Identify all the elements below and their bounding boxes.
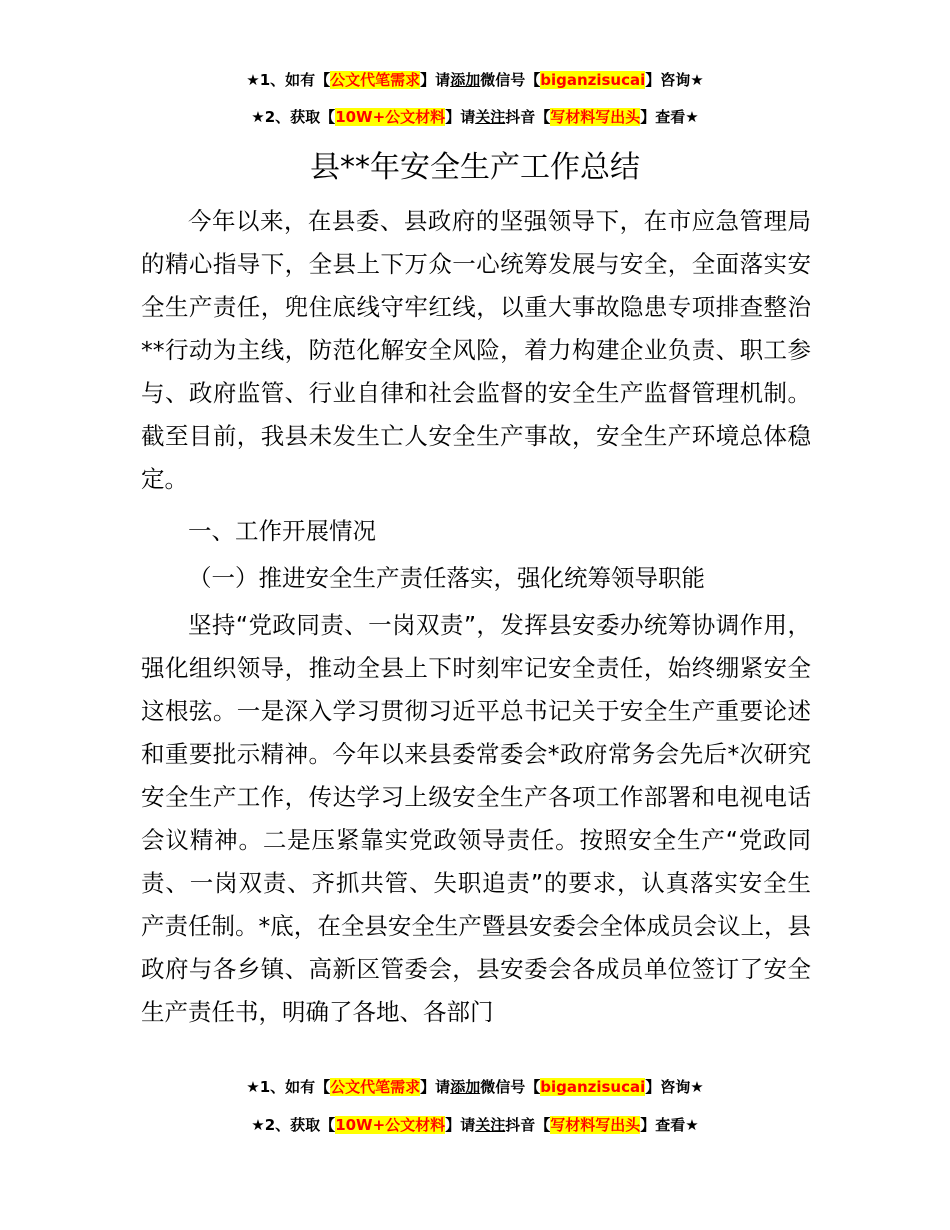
top-promo-line-1: ★1、如有【公文代笔需求】请添加微信号【biganzisucai】咨询★ (246, 71, 704, 89)
highlight-wechat-id: biganzisucai (540, 1078, 646, 1096)
highlight-ghostwriting: 公文代笔需求 (330, 1078, 421, 1096)
bottom-promo-line-2: ★2、获取【10W+公文材料】请关注抖音【写材料写出头】查看★ (251, 1116, 699, 1134)
paragraph-2: 坚持“党政同责、一岗双责”，发挥县安委办统筹协调作用，强化组织领导，推动全县上下时刻牢记安全责任，始终绷紧安全这根弦。一是深入学习贯彻习近平总书记关于安全生产重要论述和重要批示精神。今年以来县委常委会*政府常务会先后*次研究安全生产工作，传达学习上级安全生产各项工作部署和电视电话会议精神。二是压紧靠实党政领导责任。按照安全生产“党政同责、一岗双责、齐抓共管、失职追责”的要求，认真落实安全生产责任制。*底，在全县安全生产暨县安委会全体成员会议上，县政府与各乡镇、高新区管委会，县安委会各成员单位签订了安全生产责任书，明确了各地、各部门 (141, 611, 811, 1026)
star-icon: ★ (251, 108, 265, 126)
star-icon: ★ (246, 71, 260, 89)
highlight-materials: 10W+公文材料 (335, 108, 446, 126)
highlight-ghostwriting: 公文代笔需求 (330, 71, 421, 89)
highlight-douyin: 写材料写出头 (550, 108, 641, 126)
highlight-wechat-id: biganzisucai (540, 71, 646, 89)
document-title: 县**年安全生产工作总结 (310, 150, 640, 185)
star-icon: ★ (246, 1078, 260, 1096)
section-heading-1: 一、工作开展情况 (188, 517, 376, 545)
bottom-promo-line-1: ★1、如有【公文代笔需求】请添加微信号【biganzisucai】咨询★ (246, 1078, 704, 1096)
highlight-materials: 10W+公文材料 (335, 1116, 446, 1134)
star-icon: ★ (251, 1116, 265, 1134)
intro-paragraph: 今年以来，在县委、县政府的坚强领导下，在市应急管理局的精心指导下，全县上下万众一心统筹发展与安全，全面落实安全生产责任，兜住底线守牢红线，以重大事故隐患专项排查整治**行动为主线，防范化解安全风险，着力构建企业负责、职工参与、政府监管、行业自律和社会监督的安全生产监督管理机制。截至目前，我县未发生亡人安全生产事故，安全生产环境总体稳定。 (141, 207, 811, 493)
document-body (141, 200, 811, 1034)
subsection-heading-1: （一）推进安全生产责任落实，强化统筹领导职能 (188, 564, 705, 592)
highlight-douyin: 写材料写出头 (550, 1116, 641, 1134)
top-promo-line-2: ★2、获取【10W+公文材料】请关注抖音【写材料写出头】查看★ (251, 108, 699, 126)
